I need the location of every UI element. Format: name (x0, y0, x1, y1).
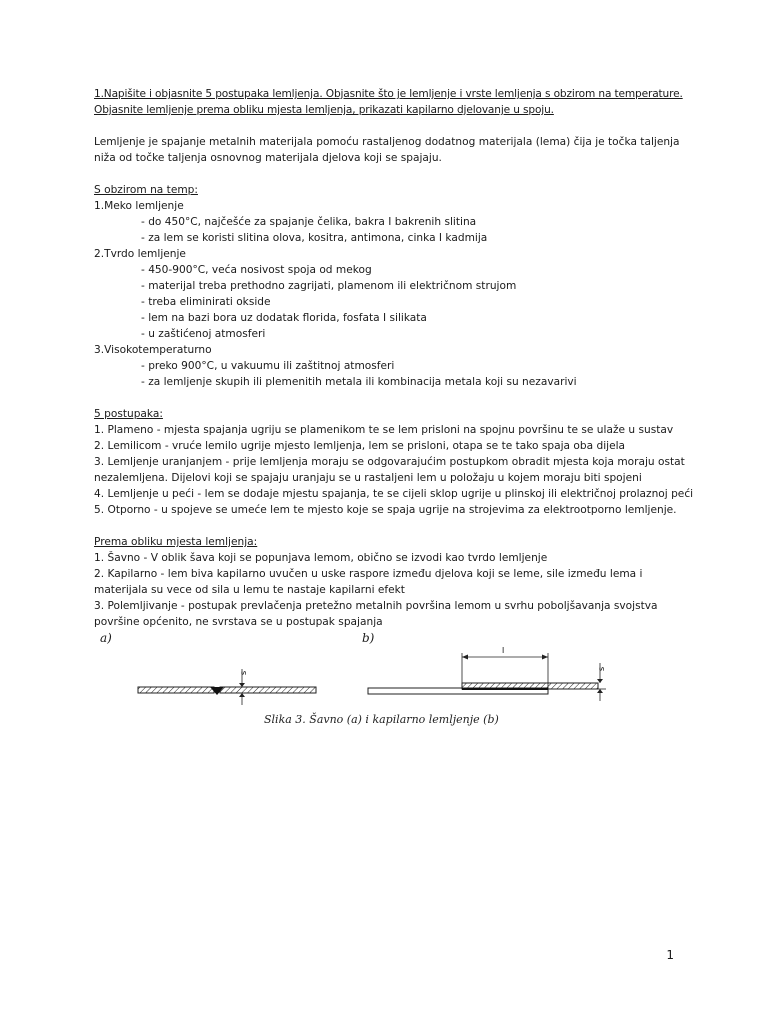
group-hard-item: - 450-900°C, veća nosivost spoja od mekog (141, 264, 372, 276)
figure-drawing (94, 631, 694, 711)
figure-caption: Slika 3. Šavno (a) i kapilarno lemljenje (b) (264, 713, 499, 726)
dimension-s-label-b: s (597, 666, 606, 671)
shape-line: 1. Šavno - V oblik šava koji se popunjava lemom, obično se izvodi kao tvrdo lemljenje (94, 552, 548, 564)
procedure-line: nezalemljena. Dijelovi koji se spajaju uranjaju se u rastaljeni lem u položaju u kojem moraju biti spojeni (94, 472, 642, 484)
group-soft-item: - do 450°C, najčešće za spajanje čelika, bakra I bakrenih slitina (141, 216, 477, 228)
question-heading-line-2: Objasnite lemljenje prema obliku mjesta lemljenja, prikazati kapilarno djelovanje u spoju. (94, 104, 554, 116)
group-soft-title: 1.Meko lemljenje (94, 200, 184, 212)
dimension-s-label-a: s (239, 670, 248, 675)
procedure-line: 3. Lemljenje uranjanjem - prije lemljenja moraju se odgovarajućim postupkom obradit mjesta koja moraju ostat (94, 456, 685, 468)
shape-line: 2. Kapilarno - lem biva kapilarno uvučen u uske raspore između djelova koji se leme, sile između lema i (94, 568, 643, 580)
shape-line: površine općenito, ne svrstava se u postupak spajanja (94, 616, 383, 628)
temperature-section-title: S obzirom na temp: (94, 184, 198, 196)
group-high-temp-item: - preko 900°C, u vakuumu ili zaštitnoj atmosferi (141, 360, 395, 372)
document-page (94, 86, 694, 630)
group-high-temp-item: - za lemljenje skupih ili plemenitih metala ili kombinacija metala koji su nezavarivi (141, 376, 577, 388)
group-soft-item: - za lem se koristi slitina olova, kositra, antimona, cinka I kadmija (141, 232, 488, 244)
shape-section-title: Prema obliku mjesta lemljenja: (94, 536, 258, 548)
group-hard-item: - treba eliminirati okside (141, 296, 271, 308)
seam-joint-diagram (138, 669, 316, 705)
procedure-line: 2. Lemilicom - vruće lemilo ugrije mjesto lemljenja, lem se prisloni, otapa se te tako spaja oba dijela (94, 440, 626, 452)
question-heading-line-1: 1.Napišite i objasnite 5 postupaka lemljenja. Objasnite što je lemljenje i vrste lemljenja s obzirom na temperature. (94, 88, 683, 100)
group-hard-title: 2.Tvrdo lemljenje (94, 248, 186, 260)
figure-label-a: a) (100, 631, 112, 645)
procedure-line: 4. Lemljenje u peći - lem se dodaje mjestu spajanja, te se cijeli sklop ugrije u plinskoj ili električnoj prolaznoj peći (94, 488, 694, 500)
intro-line-2: niža od točke taljenja osnovnog materijala djelova koji se spajaju. (94, 152, 442, 164)
procedure-line: 5. Otporno - u spojeve se umeće lem te mjesto koje se spaja ugrije na strojevima za elektrootporno lemljenje. (94, 504, 677, 516)
soldering-figure (94, 631, 694, 731)
dimension-l-label: l (502, 646, 505, 655)
procedures-section-title: 5 postupaka: (94, 408, 163, 420)
group-hard-item: - materijal treba prethodno zagrijati, plamenom ili električnom strujom (141, 280, 517, 292)
capillary-joint-diagram (368, 653, 606, 701)
shape-line: 3. Polemljivanje - postupak prevlačenja pretežno metalnih površina lemom u svrhu poboljšavanja svojstva (94, 600, 658, 612)
shape-line: materijala su vece od sila u lemu te nastaje kapilarni efekt (94, 584, 405, 596)
page-number: 1 (666, 948, 674, 962)
group-hard-item: - lem na bazi bora uz dodatak florida, fosfata I silikata (141, 312, 427, 324)
group-high-temp-title: 3.Visokotemperaturno (94, 344, 212, 356)
figure-label-b: b) (362, 631, 375, 645)
procedure-line: 1. Plameno - mjesta spajanja ugriju se plamenikom te se lem prisloni na spojnu površinu te se ulaže u sustav (94, 424, 674, 436)
group-hard-item: - u zaštićenoj atmosferi (141, 328, 266, 340)
intro-line-1: Lemljenje je spajanje metalnih materijala pomoću rastaljenog dodatnog materijala (lema) čija je točka taljenja (94, 136, 680, 148)
